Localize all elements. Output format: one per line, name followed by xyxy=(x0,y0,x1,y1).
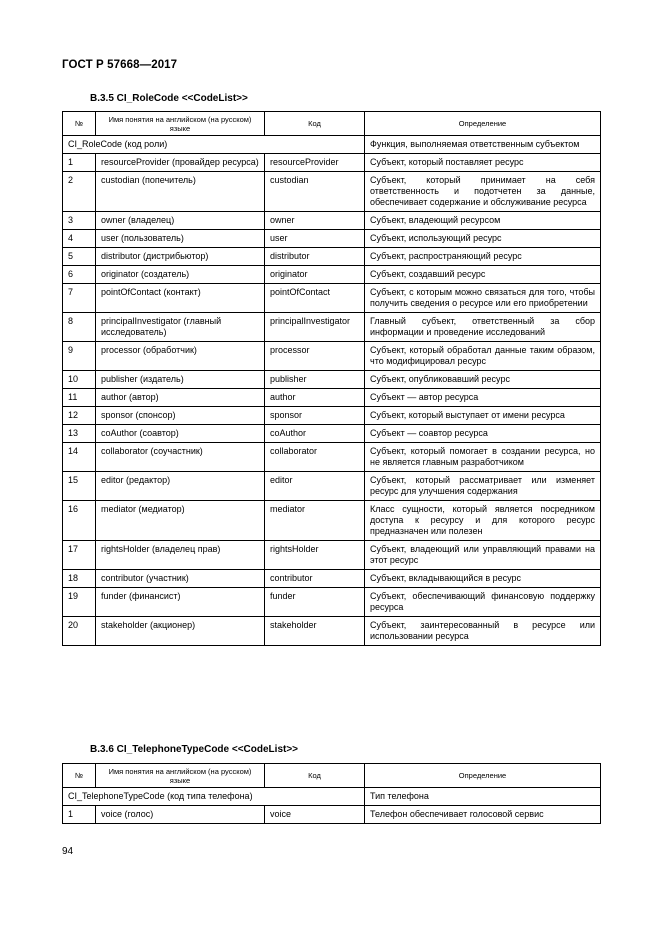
code-cell: sponsor xyxy=(265,407,365,425)
document-header: ГОСТ Р 57668—2017 xyxy=(62,59,178,71)
table-row xyxy=(63,541,601,570)
table-row xyxy=(63,371,601,389)
code-cell: pointOfContact xyxy=(265,284,365,313)
term-name-cell: resourceProvider (провайдер ресурса) xyxy=(96,154,265,172)
class-name-cell: CI_TelephoneTypeCode (код типа телефона) xyxy=(63,788,365,806)
definition-cell: Субъект, с которым можно связаться для того, чтобы получить сведения о ресурсе или его приобретении xyxy=(365,284,601,313)
term-name-cell: funder (финансист) xyxy=(96,588,265,617)
class-row xyxy=(63,788,601,806)
class-definition-cell: Функция, выполняемая ответственным субъектом xyxy=(365,136,601,154)
definition-cell: Главный субъект, ответственный за сбор информации и проведение исследований xyxy=(365,313,601,342)
row-number-cell: 10 xyxy=(63,371,96,389)
table-row xyxy=(63,472,601,501)
code-cell: originator xyxy=(265,266,365,284)
code-cell: processor xyxy=(265,342,365,371)
row-number-cell: 7 xyxy=(63,284,96,313)
table-row xyxy=(63,266,601,284)
definition-cell: Субъект, который обработал данные таким образом, что модифицировал ресурс xyxy=(365,342,601,371)
table-header-row xyxy=(63,112,601,136)
table-header-row xyxy=(63,764,601,788)
definition-cell: Субъект, который выступает от имени ресурса xyxy=(365,407,601,425)
class-row xyxy=(63,136,601,154)
code-cell: owner xyxy=(265,212,365,230)
code-cell: custodian xyxy=(265,172,365,212)
table-row xyxy=(63,284,601,313)
term-name-cell: custodian (попечитель) xyxy=(96,172,265,212)
definition-cell: Субъект — соавтор ресурса xyxy=(365,425,601,443)
row-number-cell: 6 xyxy=(63,266,96,284)
section-title-rolecode: B.3.5 CI_RoleCode <<CodeList>> xyxy=(90,93,248,104)
column-header-num: № xyxy=(63,112,96,136)
table-row xyxy=(63,570,601,588)
term-name-cell: rightsHolder (владелец прав) xyxy=(96,541,265,570)
definition-cell: Субъект, создавший ресурс xyxy=(365,266,601,284)
row-number-cell: 18 xyxy=(63,570,96,588)
row-number-cell: 13 xyxy=(63,425,96,443)
definition-cell: Субъект — автор ресурса xyxy=(365,389,601,407)
row-number-cell: 17 xyxy=(63,541,96,570)
term-name-cell: sponsor (спонсор) xyxy=(96,407,265,425)
column-header-definition: Определение xyxy=(365,764,601,788)
table-row xyxy=(63,248,601,266)
code-cell: rightsHolder xyxy=(265,541,365,570)
table-row xyxy=(63,313,601,342)
definition-cell: Субъект, вкладывающийся в ресурс xyxy=(365,570,601,588)
table-row xyxy=(63,501,601,541)
row-number-cell: 11 xyxy=(63,389,96,407)
row-number-cell: 16 xyxy=(63,501,96,541)
term-name-cell: pointOfContact (контакт) xyxy=(96,284,265,313)
telephonetypecode-table xyxy=(62,763,601,824)
term-name-cell: user (пользователь) xyxy=(96,230,265,248)
definition-cell: Субъект, обеспечивающий финансовую поддержку ресурса xyxy=(365,588,601,617)
term-name-cell: processor (обработчик) xyxy=(96,342,265,371)
term-name-cell: editor (редактор) xyxy=(96,472,265,501)
table-row xyxy=(63,588,601,617)
table-row xyxy=(63,617,601,646)
section-title-telephonetypecode: B.3.6 CI_TelephoneTypeCode <<CodeList>> xyxy=(90,744,299,755)
row-number-cell: 14 xyxy=(63,443,96,472)
code-cell: collaborator xyxy=(265,443,365,472)
table-row xyxy=(63,407,601,425)
term-name-cell: originator (создатель) xyxy=(96,266,265,284)
table-row xyxy=(63,154,601,172)
definition-cell: Субъект, владеющий ресурсом xyxy=(365,212,601,230)
definition-cell: Субъект, который рассматривает или изменяет ресурс для улучшения содержания xyxy=(365,472,601,501)
table-row xyxy=(63,443,601,472)
column-header-num: № xyxy=(63,764,96,788)
column-header-name: Имя понятия на английском (на русском) языке xyxy=(96,764,265,788)
definition-cell: Телефон обеспечивает голосовой сервис xyxy=(365,806,601,824)
term-name-cell: collaborator (соучастник) xyxy=(96,443,265,472)
row-number-cell: 8 xyxy=(63,313,96,342)
code-cell: distributor xyxy=(265,248,365,266)
table-row xyxy=(63,172,601,212)
code-cell: editor xyxy=(265,472,365,501)
column-header-name: Имя понятия на английском (на русском) языке xyxy=(96,112,265,136)
code-cell: contributor xyxy=(265,570,365,588)
column-header-definition: Определение xyxy=(365,112,601,136)
rolecode-table xyxy=(62,111,601,646)
code-cell: principalInvestigator xyxy=(265,313,365,342)
term-name-cell: contributor (участник) xyxy=(96,570,265,588)
row-number-cell: 2 xyxy=(63,172,96,212)
definition-cell: Субъект, использующий ресурс xyxy=(365,230,601,248)
code-cell: coAuthor xyxy=(265,425,365,443)
term-name-cell: stakeholder (акционер) xyxy=(96,617,265,646)
definition-cell: Субъект, заинтересованный в ресурсе или использовании ресурса xyxy=(365,617,601,646)
row-number-cell: 1 xyxy=(63,806,96,824)
column-header-code: Код xyxy=(265,112,365,136)
column-header-code: Код xyxy=(265,764,365,788)
code-cell: author xyxy=(265,389,365,407)
definition-cell: Субъект, владеющий или управляющий правами на этот ресурс xyxy=(365,541,601,570)
code-cell: stakeholder xyxy=(265,617,365,646)
code-cell: publisher xyxy=(265,371,365,389)
term-name-cell: owner (владелец) xyxy=(96,212,265,230)
table-row xyxy=(63,806,601,824)
term-name-cell: publisher (издатель) xyxy=(96,371,265,389)
row-number-cell: 12 xyxy=(63,407,96,425)
definition-cell: Субъект, который поставляет ресурс xyxy=(365,154,601,172)
definition-cell: Класс сущности, который является посредником доступа к ресурсу и для которого ресурс предназначен или полезен xyxy=(365,501,601,541)
table-row xyxy=(63,230,601,248)
term-name-cell: principalInvestigator (главный исследователь) xyxy=(96,313,265,342)
code-cell: funder xyxy=(265,588,365,617)
definition-cell: Субъект, опубликовавший ресурс xyxy=(365,371,601,389)
term-name-cell: author (автор) xyxy=(96,389,265,407)
class-name-cell: CI_RoleCode (код роли) xyxy=(63,136,365,154)
row-number-cell: 1 xyxy=(63,154,96,172)
row-number-cell: 20 xyxy=(63,617,96,646)
class-definition-cell: Тип телефона xyxy=(365,788,601,806)
row-number-cell: 4 xyxy=(63,230,96,248)
row-number-cell: 5 xyxy=(63,248,96,266)
term-name-cell: mediator (медиатор) xyxy=(96,501,265,541)
row-number-cell: 15 xyxy=(63,472,96,501)
term-name-cell: coAuthor (соавтор) xyxy=(96,425,265,443)
code-cell: mediator xyxy=(265,501,365,541)
row-number-cell: 9 xyxy=(63,342,96,371)
row-number-cell: 19 xyxy=(63,588,96,617)
table-row xyxy=(63,425,601,443)
code-cell: user xyxy=(265,230,365,248)
table-row xyxy=(63,389,601,407)
row-number-cell: 3 xyxy=(63,212,96,230)
page-number: 94 xyxy=(62,846,74,857)
definition-cell: Субъект, который принимает на себя ответственность и подотчетен за данные, обеспечивает содержание и обслуживание ресурса xyxy=(365,172,601,212)
term-name-cell: distributor (дистрибьютор) xyxy=(96,248,265,266)
table-row xyxy=(63,212,601,230)
definition-cell: Субъект, распространяющий ресурс xyxy=(365,248,601,266)
term-name-cell: voice (голос) xyxy=(96,806,265,824)
code-cell: voice xyxy=(265,806,365,824)
code-cell: resourceProvider xyxy=(265,154,365,172)
definition-cell: Субъект, который помогает в создании ресурса, но не является главным разработчиком xyxy=(365,443,601,472)
table-row xyxy=(63,342,601,371)
